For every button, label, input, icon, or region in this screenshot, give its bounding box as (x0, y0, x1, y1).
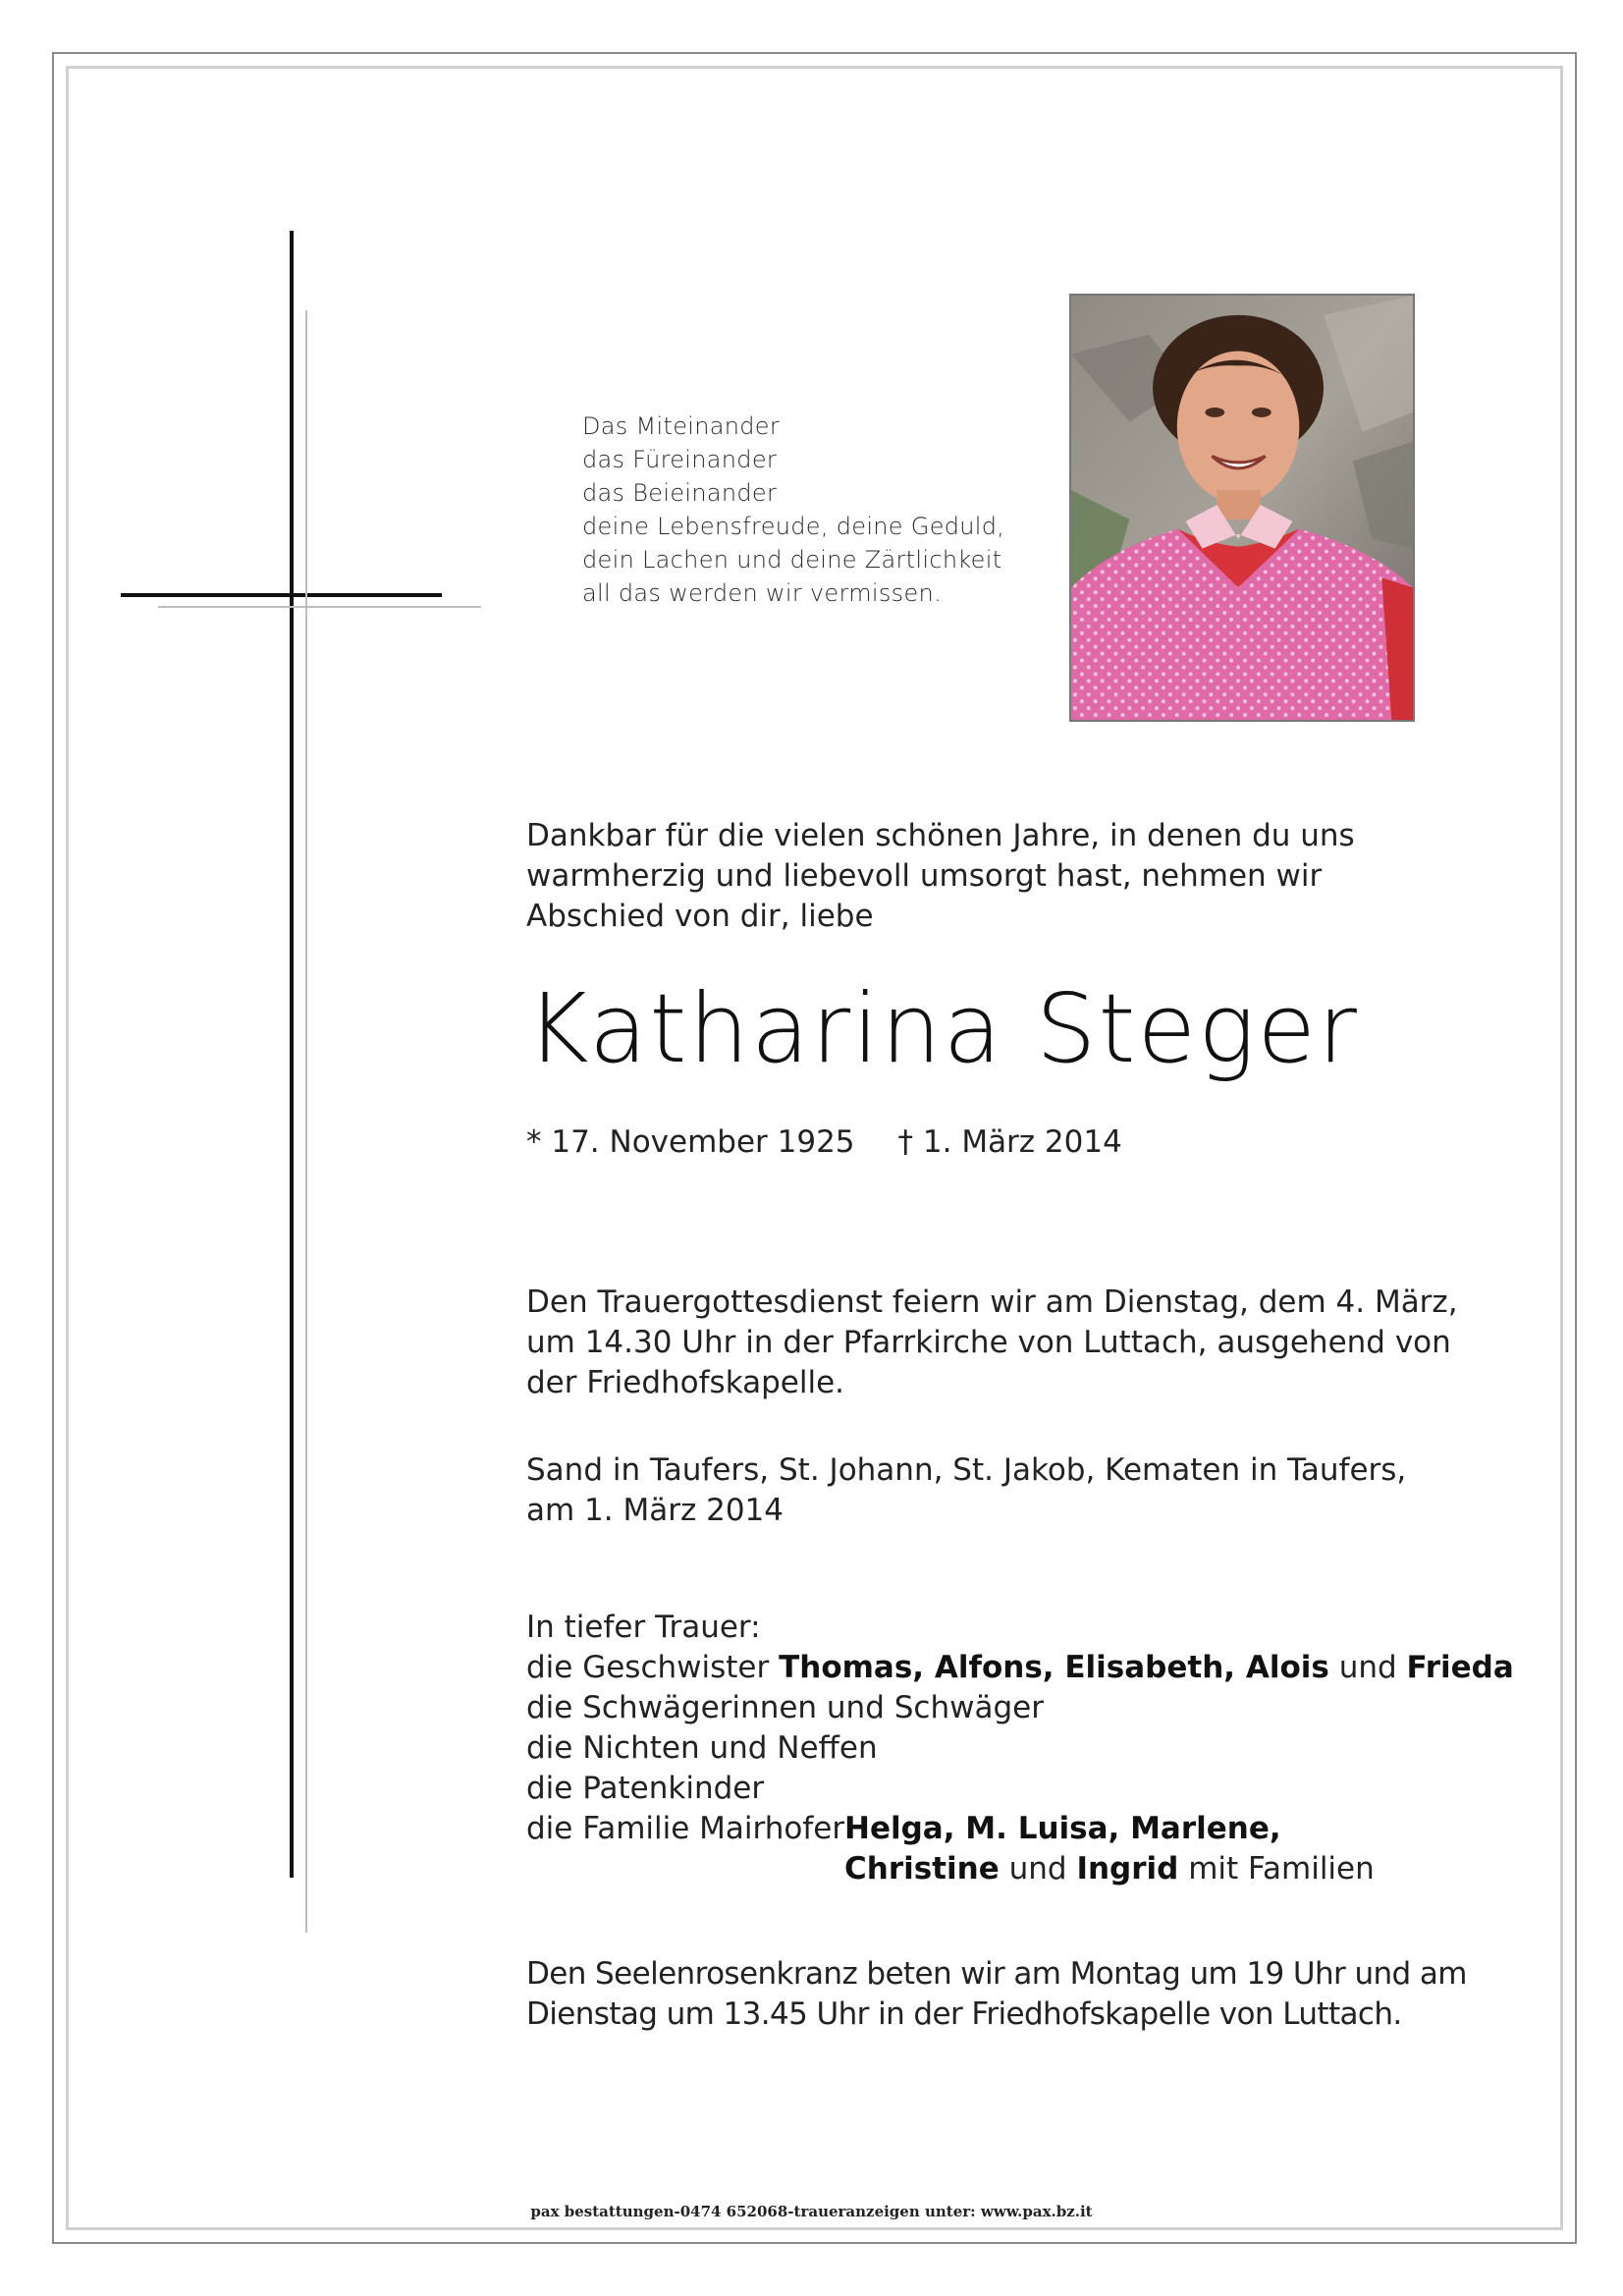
intro-text (526, 816, 1355, 937)
family-names-1: Helga, M. Luisa, Marlene, (844, 1811, 1281, 1846)
family-name-3: Ingrid (1076, 1851, 1179, 1886)
cross-shadow-vertical (305, 310, 307, 1933)
poem-line: dein Lachen und deine Zärtlichkeit (582, 546, 1002, 574)
rosary-text (526, 1954, 1467, 2035)
siblings-and: und (1338, 1650, 1397, 1685)
funeral-service-text (526, 1283, 1458, 1403)
rosary-line: Den Seelenrosenkranz beten wir am Montag um 19 Uhr und am (526, 1956, 1467, 1992)
portrait-photo-icon (1071, 296, 1413, 720)
service-line: Den Trauergottesdienst feiern wir am Dienstag, dem 4. März, (526, 1285, 1458, 1320)
mourners-godchildren: die Patenkinder (526, 1771, 765, 1806)
rosary-line: Dienstag um 13.45 Uhr in der Friedhofskapelle von Luttach. (526, 1996, 1402, 2032)
siblings-names: Thomas, Alfons, Elisabeth, Alois (779, 1650, 1329, 1685)
mourners-family (526, 1809, 1514, 1849)
poem-line: das Füreinander (582, 446, 778, 473)
mourners-siblings (526, 1648, 1514, 1688)
deceased-name: Katharina Steger (526, 973, 1359, 1084)
poem-line: Das Miteinander (582, 412, 781, 440)
family-prefix: die Familie Mairhofer (526, 1811, 845, 1846)
mourners-list (526, 1608, 1514, 1889)
death-date: † 1. März 2014 (897, 1124, 1122, 1160)
family-suffix: mit Familien (1188, 1851, 1375, 1886)
intro-line: warmherzig und liebevoll umsorgt hast, nehmen wir (526, 858, 1323, 894)
cross-shadow-horizontal (158, 606, 481, 608)
life-dates (526, 1122, 1122, 1163)
service-line: um 14.30 Uhr in der Pfarrkirche von Luttach, ausgehend von (526, 1325, 1451, 1360)
mourners-inlaws: die Schwägerinnen und Schwäger (526, 1690, 1044, 1725)
mourners-family-cont (526, 1849, 1514, 1889)
birth-date: * 17. November 1925 (526, 1124, 855, 1160)
siblings-prefix: die Geschwister (526, 1650, 770, 1685)
poem (582, 410, 1004, 610)
mourners-heading: In tiefer Trauer: (526, 1610, 761, 1645)
intro-line: Abschied von dir, liebe (526, 899, 874, 934)
place-date (526, 1450, 1406, 1531)
cross-vertical-bar (290, 231, 294, 1878)
place-line: Sand in Taufers, St. Johann, St. Jakob, Kematen in Taufers, (526, 1452, 1407, 1488)
poem-line: das Beieinander (582, 479, 778, 507)
cross-horizontal-bar (121, 593, 442, 597)
service-line: der Friedhofskapelle. (526, 1365, 845, 1400)
portrait-photo (1069, 294, 1415, 722)
poem-line: all das werden wir vermissen. (582, 579, 942, 607)
poem-line: deine Lebensfreude, deine Geduld, (582, 513, 1005, 540)
family-and: und (1008, 1851, 1067, 1886)
family-name-2: Christine (844, 1851, 1000, 1886)
siblings-last: Frieda (1406, 1650, 1514, 1685)
intro-line: Dankbar für die vielen schönen Jahre, in denen du uns (526, 818, 1355, 853)
date-line: am 1. März 2014 (526, 1493, 784, 1528)
mourners-nieces: die Nichten und Neffen (526, 1730, 878, 1766)
footer-imprint: pax bestattungen-0474 652068-traueranzeigen unter: www.pax.bz.it (530, 2203, 1093, 2220)
